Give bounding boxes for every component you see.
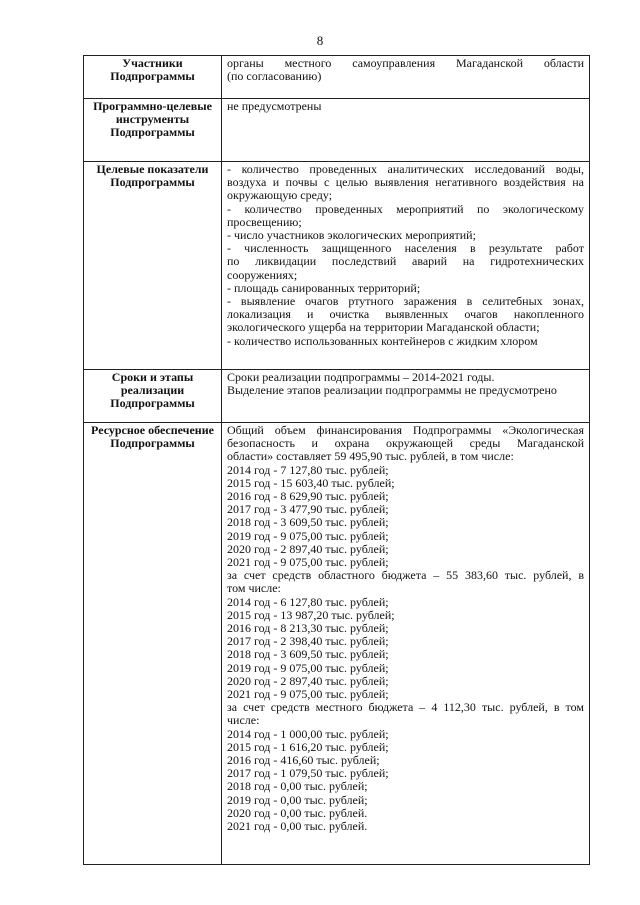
content-line: 2019 год - 9 075,00 тыс. рублей; bbox=[227, 528, 389, 543]
row-content bbox=[222, 162, 590, 370]
content-line: экологического ущерба на территории Магаданской области; bbox=[227, 320, 540, 335]
content-line: (по согласованию) bbox=[227, 69, 322, 84]
content-line: 2020 год - 2 897,40 тыс. рублей; bbox=[227, 541, 389, 556]
content-line: 2018 год - 0,00 тыс. рублей; bbox=[227, 779, 368, 794]
content-line: Общий объем финансирования Подпрограммы «Экологическая bbox=[227, 423, 584, 437]
content-line: 2020 год - 2 897,40 тыс. рублей; bbox=[227, 673, 389, 688]
content-line: 2017 год - 2 398,40 тыс. рублей; bbox=[227, 634, 389, 649]
content-line: по ликвидации последствий аварий на гидротехнических bbox=[227, 254, 584, 269]
content-line: числе: bbox=[227, 713, 260, 728]
row-label: Сроки и этапы реализации Подпрограммы bbox=[84, 370, 222, 423]
content-line: 2014 год - 7 127,80 тыс. рублей; bbox=[227, 462, 389, 477]
content-line: 2018 год - 3 609,50 тыс. рублей; bbox=[227, 647, 389, 662]
table-row bbox=[84, 99, 590, 162]
content-line: - количество использованных контейнеров с жидким хлором bbox=[227, 333, 538, 348]
table-row bbox=[84, 56, 590, 99]
content-line: - количество проведенных аналитических исследований воды, bbox=[227, 162, 584, 176]
row-label: Программно-целевые инструменты Подпрограммы bbox=[84, 99, 222, 162]
table-row bbox=[84, 162, 590, 370]
content-line: 2014 год - 1 000,00 тыс. рублей; bbox=[227, 726, 389, 741]
page-number: 8 bbox=[316, 33, 324, 48]
content-line: локализация и очистка выявленных очагов накопленного bbox=[227, 307, 584, 322]
content-line: 2016 год - 8 213,30 тыс. рублей; bbox=[227, 621, 389, 636]
content-line: за счет средств областного бюджета – 55 383,60 тыс. рублей, в bbox=[227, 568, 584, 583]
content-line: 2015 год - 1 616,20 тыс. рублей; bbox=[227, 739, 389, 754]
row-content bbox=[222, 56, 590, 99]
content-line: области» составляет 59 495,90 тыс. рублей, в том числе: bbox=[227, 449, 514, 464]
content-line: 2015 год - 13 987,20 тыс. рублей; bbox=[227, 607, 395, 622]
content-line: 2016 год - 416,60 тыс. рублей; bbox=[227, 753, 380, 768]
table-row bbox=[84, 370, 590, 423]
content-line: том числе: bbox=[227, 581, 281, 596]
content-line: не предусмотрены bbox=[227, 99, 322, 113]
content-line: окружающую среду; bbox=[227, 188, 333, 203]
content-line: 2019 год - 9 075,00 тыс. рублей; bbox=[227, 660, 389, 675]
content-line: 2021 год - 9 075,00 тыс. рублей; bbox=[227, 555, 389, 570]
content-line: воздуха и почвы с целью выявления негативного воздействия на bbox=[227, 175, 584, 190]
content-line: - численность защищенного населения в результате работ bbox=[227, 241, 584, 256]
content-line: Сроки реализации подпрограммы – 2014-2021 годы. bbox=[227, 370, 495, 384]
content-line: 2021 год - 9 075,00 тыс. рублей; bbox=[227, 687, 389, 702]
table-row bbox=[84, 423, 590, 865]
row-label: Участники Подпрограммы bbox=[84, 56, 222, 99]
content-line: Выделение этапов реализации подпрограммы не предусмотрено bbox=[227, 383, 557, 398]
content-line: просвещению; bbox=[227, 214, 302, 229]
content-line: органы местного самоуправления Магаданской области bbox=[227, 56, 584, 70]
row-label: Ресурсное обеспечение Подпрограммы bbox=[84, 423, 222, 865]
row-label: Целевые показатели Подпрограммы bbox=[84, 162, 222, 370]
content-line: сооружениях; bbox=[227, 267, 298, 282]
content-line: 2021 год - 0,00 тыс. рублей. bbox=[227, 819, 368, 834]
content-line: 2019 год - 0,00 тыс. рублей; bbox=[227, 792, 368, 807]
content-line: - количество проведенных мероприятий по экологическому bbox=[227, 201, 584, 216]
row-content bbox=[222, 99, 590, 162]
content-line: безопасность и охрана окружающей среды Магаданской bbox=[227, 436, 584, 451]
content-line: 2020 год - 0,00 тыс. рублей. bbox=[227, 805, 368, 820]
content-line: 2016 год - 8 629,90 тыс. рублей; bbox=[227, 489, 389, 504]
content-line: - число участников экологических мероприятий; bbox=[227, 228, 476, 243]
row-content bbox=[222, 370, 590, 423]
content-line: 2014 год - 6 127,80 тыс. рублей; bbox=[227, 594, 389, 609]
subprogram-passport-table bbox=[83, 55, 590, 865]
content-line: за счет средств местного бюджета – 4 112,30 тыс. рублей, в том bbox=[227, 700, 584, 715]
content-line: - выявление очагов ртутного заражения в селитебных зонах, bbox=[227, 294, 584, 309]
content-line: 2017 год - 1 079,50 тыс. рублей; bbox=[227, 766, 389, 781]
content-line: 2017 год - 3 477,90 тыс. рублей; bbox=[227, 502, 389, 517]
row-content bbox=[222, 423, 590, 865]
content-line: 2015 год - 15 603,40 тыс. рублей; bbox=[227, 475, 395, 490]
content-line: - площадь санированных территорий; bbox=[227, 280, 421, 295]
content-line: 2018 год - 3 609,50 тыс. рублей; bbox=[227, 515, 389, 530]
